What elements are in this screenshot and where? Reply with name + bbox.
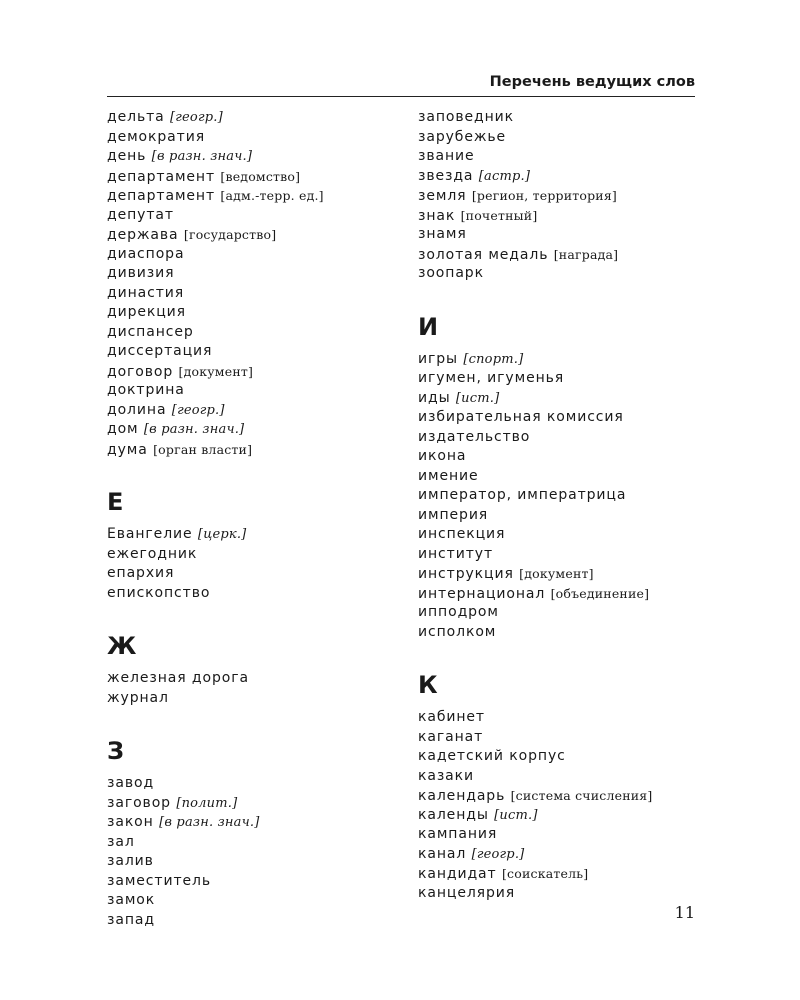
index-entry (107, 891, 402, 911)
index-entry (418, 545, 708, 565)
entry-qualifier: [полит.] (176, 795, 238, 811)
entry-word: игры (418, 350, 458, 367)
section-letter: Е (107, 488, 124, 516)
index-entry (418, 147, 708, 167)
entry-qualifier: [система счисления] (510, 788, 653, 803)
section-letter: И (418, 312, 439, 341)
index-entry (107, 911, 402, 931)
index-entry (418, 564, 708, 584)
index-entry (418, 584, 708, 604)
entry-word: департамент (107, 188, 216, 204)
entry-qualifier: [ист.] (494, 807, 538, 823)
entry-word: звезда (418, 167, 474, 184)
entry-word: избирательная комиссия (418, 409, 624, 425)
index-entry (107, 264, 402, 284)
index-entry (107, 245, 402, 265)
entry-word: институт (418, 545, 493, 562)
entry-word: завод (107, 775, 155, 791)
index-entry (418, 186, 708, 206)
entry-qualifier: [документ] (519, 566, 594, 581)
entry-word: дивизия (107, 265, 175, 281)
entry-word: кадетский корпус (418, 748, 566, 764)
entry-word: журнал (107, 689, 169, 706)
entry-word: епархия (107, 565, 175, 581)
index-entry (107, 128, 402, 148)
index-entry (418, 728, 708, 748)
entry-word: календы (418, 806, 489, 823)
index-entry (418, 389, 708, 409)
entry-word: ежегодник (107, 545, 198, 562)
entry-word: кампания (418, 826, 498, 842)
entry-word: долина (107, 401, 167, 418)
index-entry (418, 206, 708, 226)
entry-qualifier: [соискатель] (501, 866, 589, 881)
section-letter: Ж (107, 632, 137, 660)
index-entry (107, 342, 402, 362)
index-entry (418, 167, 708, 187)
right-column (418, 108, 708, 903)
index-entry (107, 167, 402, 187)
entry-qualifier: [спорт.] (463, 351, 524, 367)
entry-word: дирекция (107, 304, 186, 320)
entry-qualifier: [геогр.] (471, 846, 525, 862)
entry-qualifier: [в разн. знач.] (151, 149, 253, 164)
entry-qualifier: [ведомство] (220, 168, 301, 184)
entry-word: календарь (418, 788, 506, 804)
index-entry (418, 245, 708, 265)
entry-qualifier: [геогр.] (171, 402, 225, 418)
index-entry (418, 369, 708, 389)
index-entry (107, 545, 402, 565)
index-entry (107, 833, 402, 853)
entry-word: дума (107, 441, 148, 458)
index-entry (418, 884, 708, 904)
entry-qualifier: [геогр.] (170, 110, 223, 125)
index-entry (107, 794, 402, 814)
index-entry (107, 440, 402, 460)
entry-word: дельта (107, 109, 165, 125)
entry-qualifier: [объединение] (550, 585, 650, 601)
index-entry (418, 225, 708, 245)
entry-qualifier: [регион, территория] (471, 188, 618, 203)
entry-word: замок (107, 892, 156, 908)
entry-word: империя (418, 506, 489, 523)
index-entry (107, 381, 402, 401)
entry-qualifier: [адм.-терр. ед.] (220, 188, 324, 203)
index-entry (107, 774, 402, 794)
entry-word: диссертация (107, 343, 213, 359)
index-entry (107, 669, 402, 689)
index-entry (418, 825, 708, 845)
index-entry (418, 350, 708, 370)
entry-word: иды (418, 389, 451, 406)
entry-word: зал (107, 833, 135, 850)
entry-qualifier: [награда] (553, 246, 619, 262)
index-entry (107, 323, 402, 343)
entry-word: звание (418, 148, 475, 164)
entry-word: договор (107, 363, 174, 380)
index-entry (107, 303, 402, 323)
entry-word: инструкция (418, 566, 514, 582)
entry-word: земля (418, 188, 467, 204)
index-entry (418, 708, 708, 728)
index-entry (418, 623, 708, 643)
entry-word: департамент (107, 168, 216, 185)
entry-word: император, императрица (418, 487, 627, 503)
index-entry (107, 108, 402, 128)
index-entry (418, 408, 708, 428)
entry-qualifier: [церк.] (197, 527, 247, 542)
index-entry (418, 486, 708, 506)
index-entry (107, 525, 402, 545)
index-entry (418, 467, 708, 487)
entry-word: зарубежье (418, 128, 507, 145)
index-entry (107, 852, 402, 872)
entry-word: доктрина (107, 382, 185, 398)
index-entry (418, 428, 708, 448)
entry-word: издательство (418, 428, 531, 445)
entry-word: казаки (418, 767, 475, 784)
page-number: 11 (674, 903, 695, 922)
entry-word: диспансер (107, 323, 194, 340)
index-entry (418, 603, 708, 623)
entry-word: Евангелие (107, 526, 193, 542)
entry-word: интернационал (418, 585, 546, 602)
entry-word: епископство (107, 584, 211, 601)
index-entry (107, 813, 402, 833)
entry-word: династия (107, 284, 185, 301)
entry-word: заповедник (418, 109, 514, 125)
entry-word: держава (107, 227, 179, 243)
entry-qualifier: [астр.] (478, 168, 531, 184)
running-header: Перечень ведущих слов (489, 74, 695, 90)
entry-word: кандидат (418, 866, 497, 882)
entry-qualifier: [орган власти] (153, 441, 253, 457)
index-entry (418, 806, 708, 826)
index-entry (418, 767, 708, 787)
index-entry (107, 872, 402, 892)
header-rule (107, 96, 695, 97)
index-entry (418, 506, 708, 526)
entry-word: день (107, 148, 147, 164)
entry-qualifier: [документ] (178, 363, 254, 379)
entry-qualifier: [почетный] (460, 207, 538, 223)
entry-word: имение (418, 467, 479, 484)
entry-word: дом (107, 421, 139, 437)
index-entry (418, 447, 708, 467)
section-letter: З (107, 737, 125, 765)
entry-word: знак (418, 207, 456, 224)
index-entry (107, 564, 402, 584)
index-entry (107, 420, 402, 440)
index-entry (107, 206, 402, 226)
entry-word: инспекция (418, 526, 506, 542)
entry-word: демократия (107, 128, 206, 145)
entry-word: заговор (107, 794, 171, 811)
index-entry (418, 864, 708, 884)
index-entry (418, 525, 708, 545)
index-entry (418, 264, 708, 284)
entry-word: депутат (107, 206, 174, 223)
index-entry (107, 225, 402, 245)
index-entry (107, 284, 402, 304)
entry-word: канал (418, 845, 467, 862)
entry-word: канцелярия (418, 884, 516, 901)
entry-word: каганат (418, 728, 484, 745)
left-column (107, 108, 402, 930)
entry-word: золотая медаль (418, 246, 549, 263)
entry-word: икона (418, 448, 467, 464)
index-entry (418, 786, 708, 806)
index-entry (107, 584, 402, 604)
entry-word: игумен, игуменья (418, 370, 565, 386)
entry-word: запад (107, 911, 155, 928)
entry-word: диаспора (107, 245, 185, 262)
index-entry (418, 128, 708, 148)
index-entry (107, 401, 402, 421)
entry-word: закон (107, 814, 154, 830)
index-entry (107, 689, 402, 709)
entry-word: кабинет (418, 709, 485, 725)
entry-qualifier: [в разн. знач.] (159, 815, 260, 830)
index-entry (418, 747, 708, 767)
entry-word: зоопарк (418, 265, 484, 281)
index-entry (107, 147, 402, 167)
index-entry (418, 108, 708, 128)
entry-qualifier: [государство] (183, 227, 277, 242)
index-entry (418, 845, 708, 865)
entry-word: заместитель (107, 872, 212, 889)
entry-word: залив (107, 853, 154, 869)
entry-word: ипподром (418, 604, 499, 620)
entry-qualifier: [ист.] (455, 390, 500, 406)
index-entry (107, 362, 402, 382)
index-entry (107, 186, 402, 206)
section-letter: К (418, 671, 438, 699)
entry-word: исполком (418, 623, 497, 640)
entry-qualifier: [в разн. знач.] (143, 422, 245, 437)
entry-word: знамя (418, 226, 467, 242)
entry-word: железная дорога (107, 670, 249, 686)
